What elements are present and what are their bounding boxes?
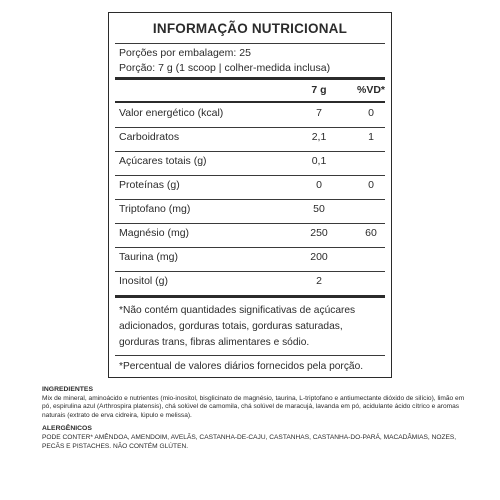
nutrition-facts-panel	[108, 12, 392, 378]
row-magnesium-dv: 60	[365, 227, 377, 239]
row-inositol-label: Inositol (g)	[119, 275, 169, 287]
row-magnesium-amount: 250	[310, 227, 328, 239]
allergens-text: PODE CONTER* AMÊNDOA, AMENDOIM, AVELÃS, CASTANHA-DE-CAJU, CASTANHAS, CASTANHA-DO-PARÁ, MACADÂMIAS, NOZES, PECÃS E PISTACHES. NÃO CONTÉM GLÚTEN.	[42, 433, 457, 450]
row-divider	[115, 271, 385, 272]
row-divider	[115, 199, 385, 200]
row-carbs-dv: 1	[368, 131, 374, 143]
row-divider	[115, 247, 385, 248]
note-line-1: *Não contém quantidades significativas de açúcares	[119, 305, 356, 316]
row-divider	[115, 223, 385, 224]
row-inositol-amount: 2	[316, 275, 322, 287]
allergens-heading: ALERGÊNICOS	[42, 425, 92, 433]
note-line-3: gorduras trans, fibras alimentares e sódio.	[119, 337, 310, 348]
divider-header	[115, 101, 385, 103]
divider	[115, 43, 385, 44]
row-carbs-label: Carboidratos	[119, 131, 180, 143]
row-proteins-amount: 0	[316, 179, 322, 191]
row-carbs-amount: 2,1	[311, 131, 327, 143]
row-tryptophan-amount: 50	[313, 203, 325, 215]
portions-per-package: Porções por embalagem: 25	[119, 47, 251, 59]
row-divider	[115, 151, 385, 152]
row-divider	[115, 175, 385, 176]
divider-thick	[115, 77, 385, 80]
panel-title: INFORMAÇÃO NUTRICIONAL	[152, 21, 348, 36]
row-magnesium-label: Magnésio (mg)	[119, 227, 190, 239]
row-energy-label: Valor energético (kcal)	[119, 107, 224, 119]
row-sugars-amount: 0,1	[311, 155, 327, 167]
row-proteins-label: Proteínas (g)	[119, 179, 180, 191]
column-header-dv: %VD*	[356, 84, 385, 96]
dv-footnote: *Percentual de valores diários fornecidos pela porção.	[119, 361, 364, 372]
row-tryptophan-label: Triptofano (mg)	[119, 203, 191, 215]
row-energy-amount: 7	[316, 107, 322, 119]
divider-thick	[115, 295, 385, 298]
row-proteins-dv: 0	[368, 179, 374, 191]
ingredients-heading: INGREDIENTES	[42, 386, 93, 393]
row-taurine-amount: 200	[310, 251, 328, 263]
ingredients-section	[42, 386, 472, 451]
row-divider	[115, 127, 385, 128]
row-taurine-label: Taurina (mg)	[119, 251, 178, 263]
divider	[115, 355, 385, 356]
ingredients-text: Mix de mineral, aminoácido e nutrientes (mio-inositol, bisglicinato de magnésio, taurina, L-triptofano e antiumectante dióxido de silício), limão em pó, espirulina azul (Arthrospira platensis), chá solúvel de camomila, chá solúvel de maracujá, lavanda em pó, acidulante ácido cítrico e aromas naturais (extrato de erva cidreira, lúpulo e melissa).	[42, 394, 465, 419]
note-line-2: adicionados, gorduras totais, gorduras saturadas,	[119, 321, 343, 332]
row-sugars-label: Açúcares totais (g)	[119, 155, 207, 167]
column-header-amount: 7 g	[311, 84, 327, 96]
row-energy-dv: 0	[368, 107, 374, 119]
portion-size: Porção: 7 g (1 scoop | colher-medida inclusa)	[119, 62, 331, 74]
